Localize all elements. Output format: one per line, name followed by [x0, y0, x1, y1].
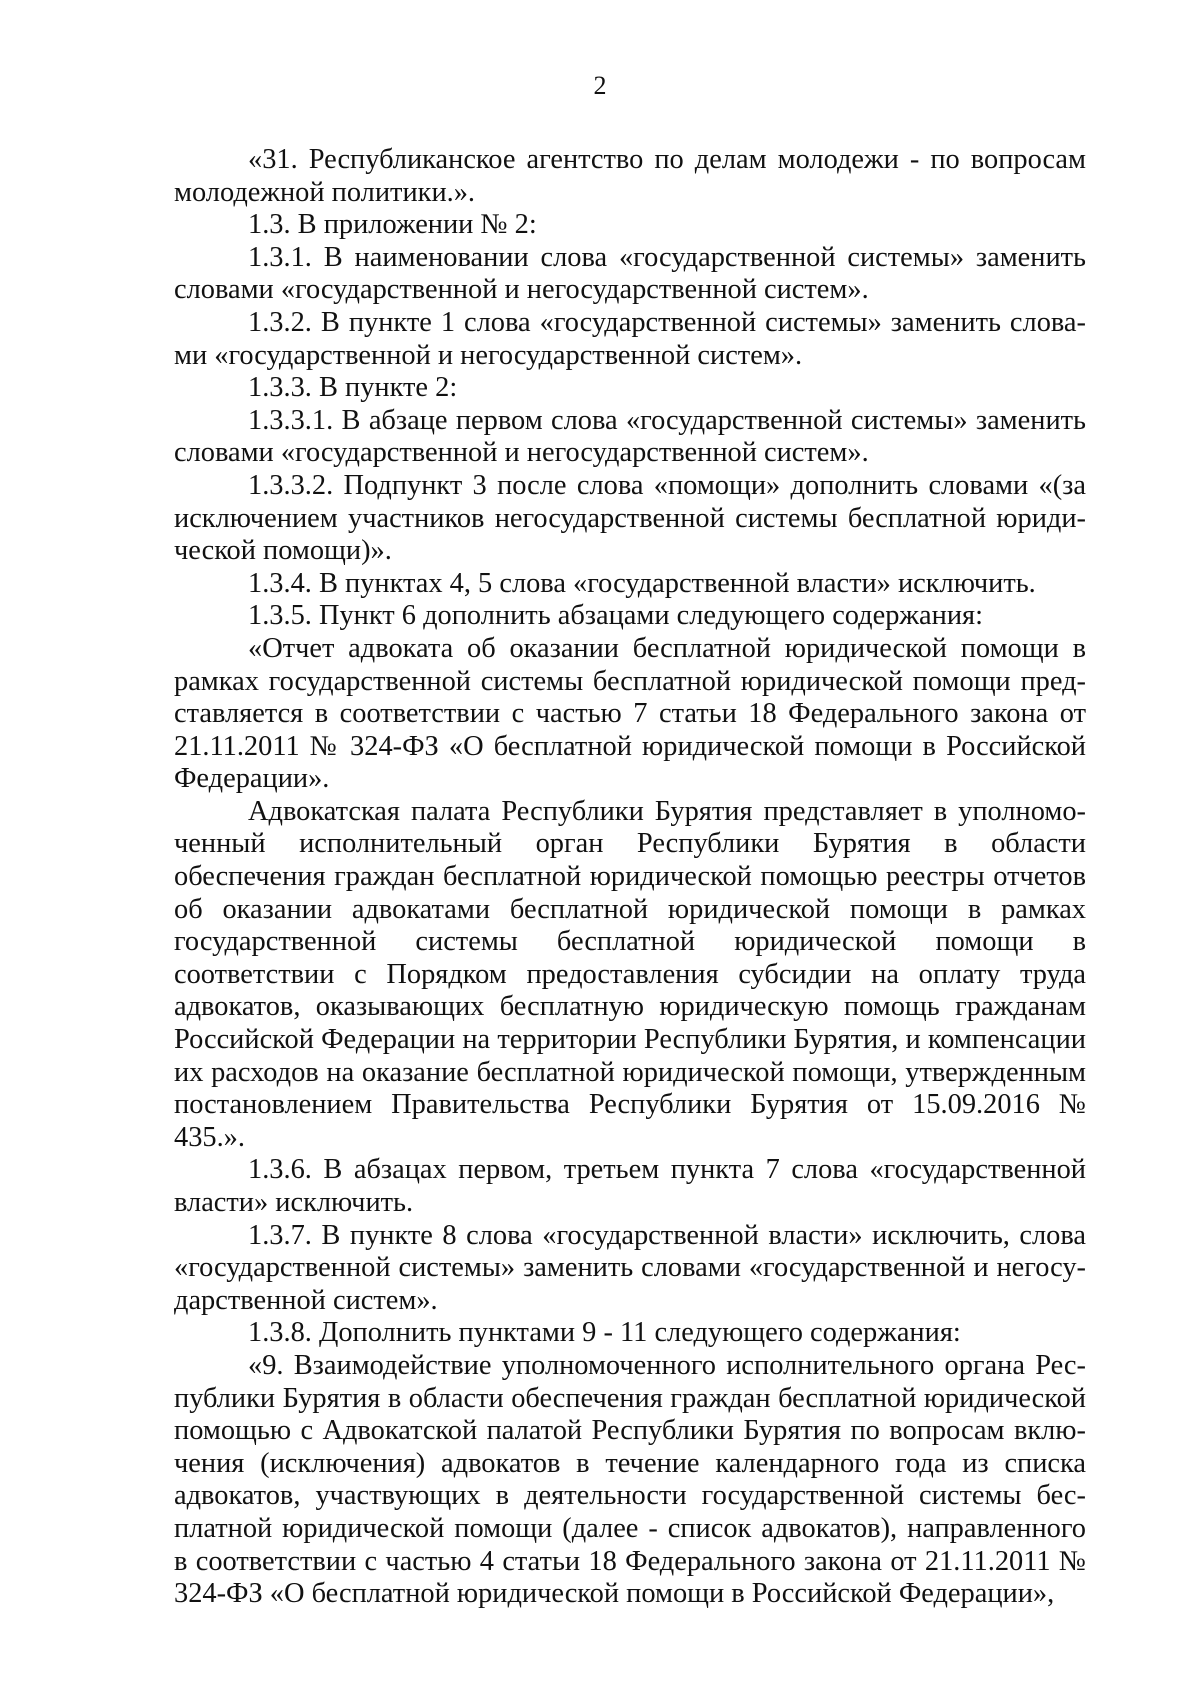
- paragraph-1-3-7: 1.3.7. В пункте 8 слова «государственной власти» исключить, слова «государственной системы» заменить словами «государственной и негосударственной систем».: [174, 1219, 1086, 1316]
- paragraph-1-3-1: 1.3.1. В наименовании слова «государственной системы» заменить словами «государственной и негосударственной систем».: [174, 241, 1086, 306]
- paragraph-9-interaction: «9. Взаимодействие уполномоченного исполнительного органа Республики Бурятия в области обеспечения граждан бесплатной юридической помощью с Адвокатской палатой Республики Бурятия по вопросам включения (исключения) адвокатов в течение календарного года из списка адвокатов, участвующих в деятельности государственной системы бесплатной юридической помощи (далее - список адвокатов), направленного в соответствии с частью 4 статьи 18 Федерального закона от 21.11.2011 № 324-ФЗ «О бесплатной юридической помощи в Российской Федерации»,: [174, 1349, 1086, 1610]
- page-number: 2: [593, 71, 607, 100]
- paragraph-1-3-5: 1.3.5. Пункт 6 дополнить абзацами следующего содержания:: [248, 600, 983, 632]
- paragraph-1-3-6: 1.3.6. В абзацах первом, третьем пункта 7 слова «государственной власти» исключить.: [174, 1154, 1086, 1218]
- paragraph-31-agency: «31. Республиканское агентство по делам молодежи - по вопросам молодежной политики.».: [174, 144, 1086, 208]
- paragraph-1-3: 1.3. В приложении № 2:: [248, 209, 537, 241]
- paragraph-1-3-2: 1.3.2. В пункте 1 слова «государственной системы» заменить словами «государственной и негосударственной систем».: [174, 306, 1086, 371]
- paragraph-bar-chamber: Адвокатская палата Республики Бурятия представляет в уполномоченный исполнительный орган Республики Бурятия в области обеспечения граждан бесплатной юридической помощью реестры отчетов об оказании адвокатами бесплатной юридической помощи в рамках государственной системы бесплатной юридической помощи в соответствии с Порядком предоставления субсидии на оплату труда адвокатов, оказывающих бесплатную юридическую помощь гражданам Российской Федерации на территории Республики Бурятия, и компенсации их расходов на оказание бесплатной юридической помощи, утвержденным постановлением Правительства Республики Бурятия от 15.09.2016 № 435.».: [174, 795, 1086, 1153]
- paragraph-1-3-3-2: 1.3.3.2. Подпункт 3 после слова «помощи» дополнить словами «(за исключением участников негосударственной системы бесплатной юридической помощи)».: [174, 469, 1086, 567]
- document-body: [174, 144, 1086, 1611]
- paragraph-lawyer-report: «Отчет адвоката об оказании бесплатной юридической помощи в рамках государственной системы бесплатной юридической помощи представляется в соответствии с частью 7 статьи 18 Федерального закона от 21.11.2011 № 324-ФЗ «О бесплатной юридической помощи в Российской Федерации».: [174, 632, 1086, 795]
- paragraph-1-3-3-1: 1.3.3.1. В абзаце первом слова «государственной системы» заменить словами «государственной и негосударственной систем».: [174, 404, 1086, 469]
- paragraph-1-3-3: 1.3.3. В пункте 2:: [248, 372, 458, 404]
- paragraph-1-3-8: 1.3.8. Дополнить пунктами 9 - 11 следующего содержания:: [248, 1317, 961, 1349]
- paragraph-1-3-4: 1.3.4. В пунктах 4, 5 слова «государственной власти» исключить.: [248, 567, 1036, 599]
